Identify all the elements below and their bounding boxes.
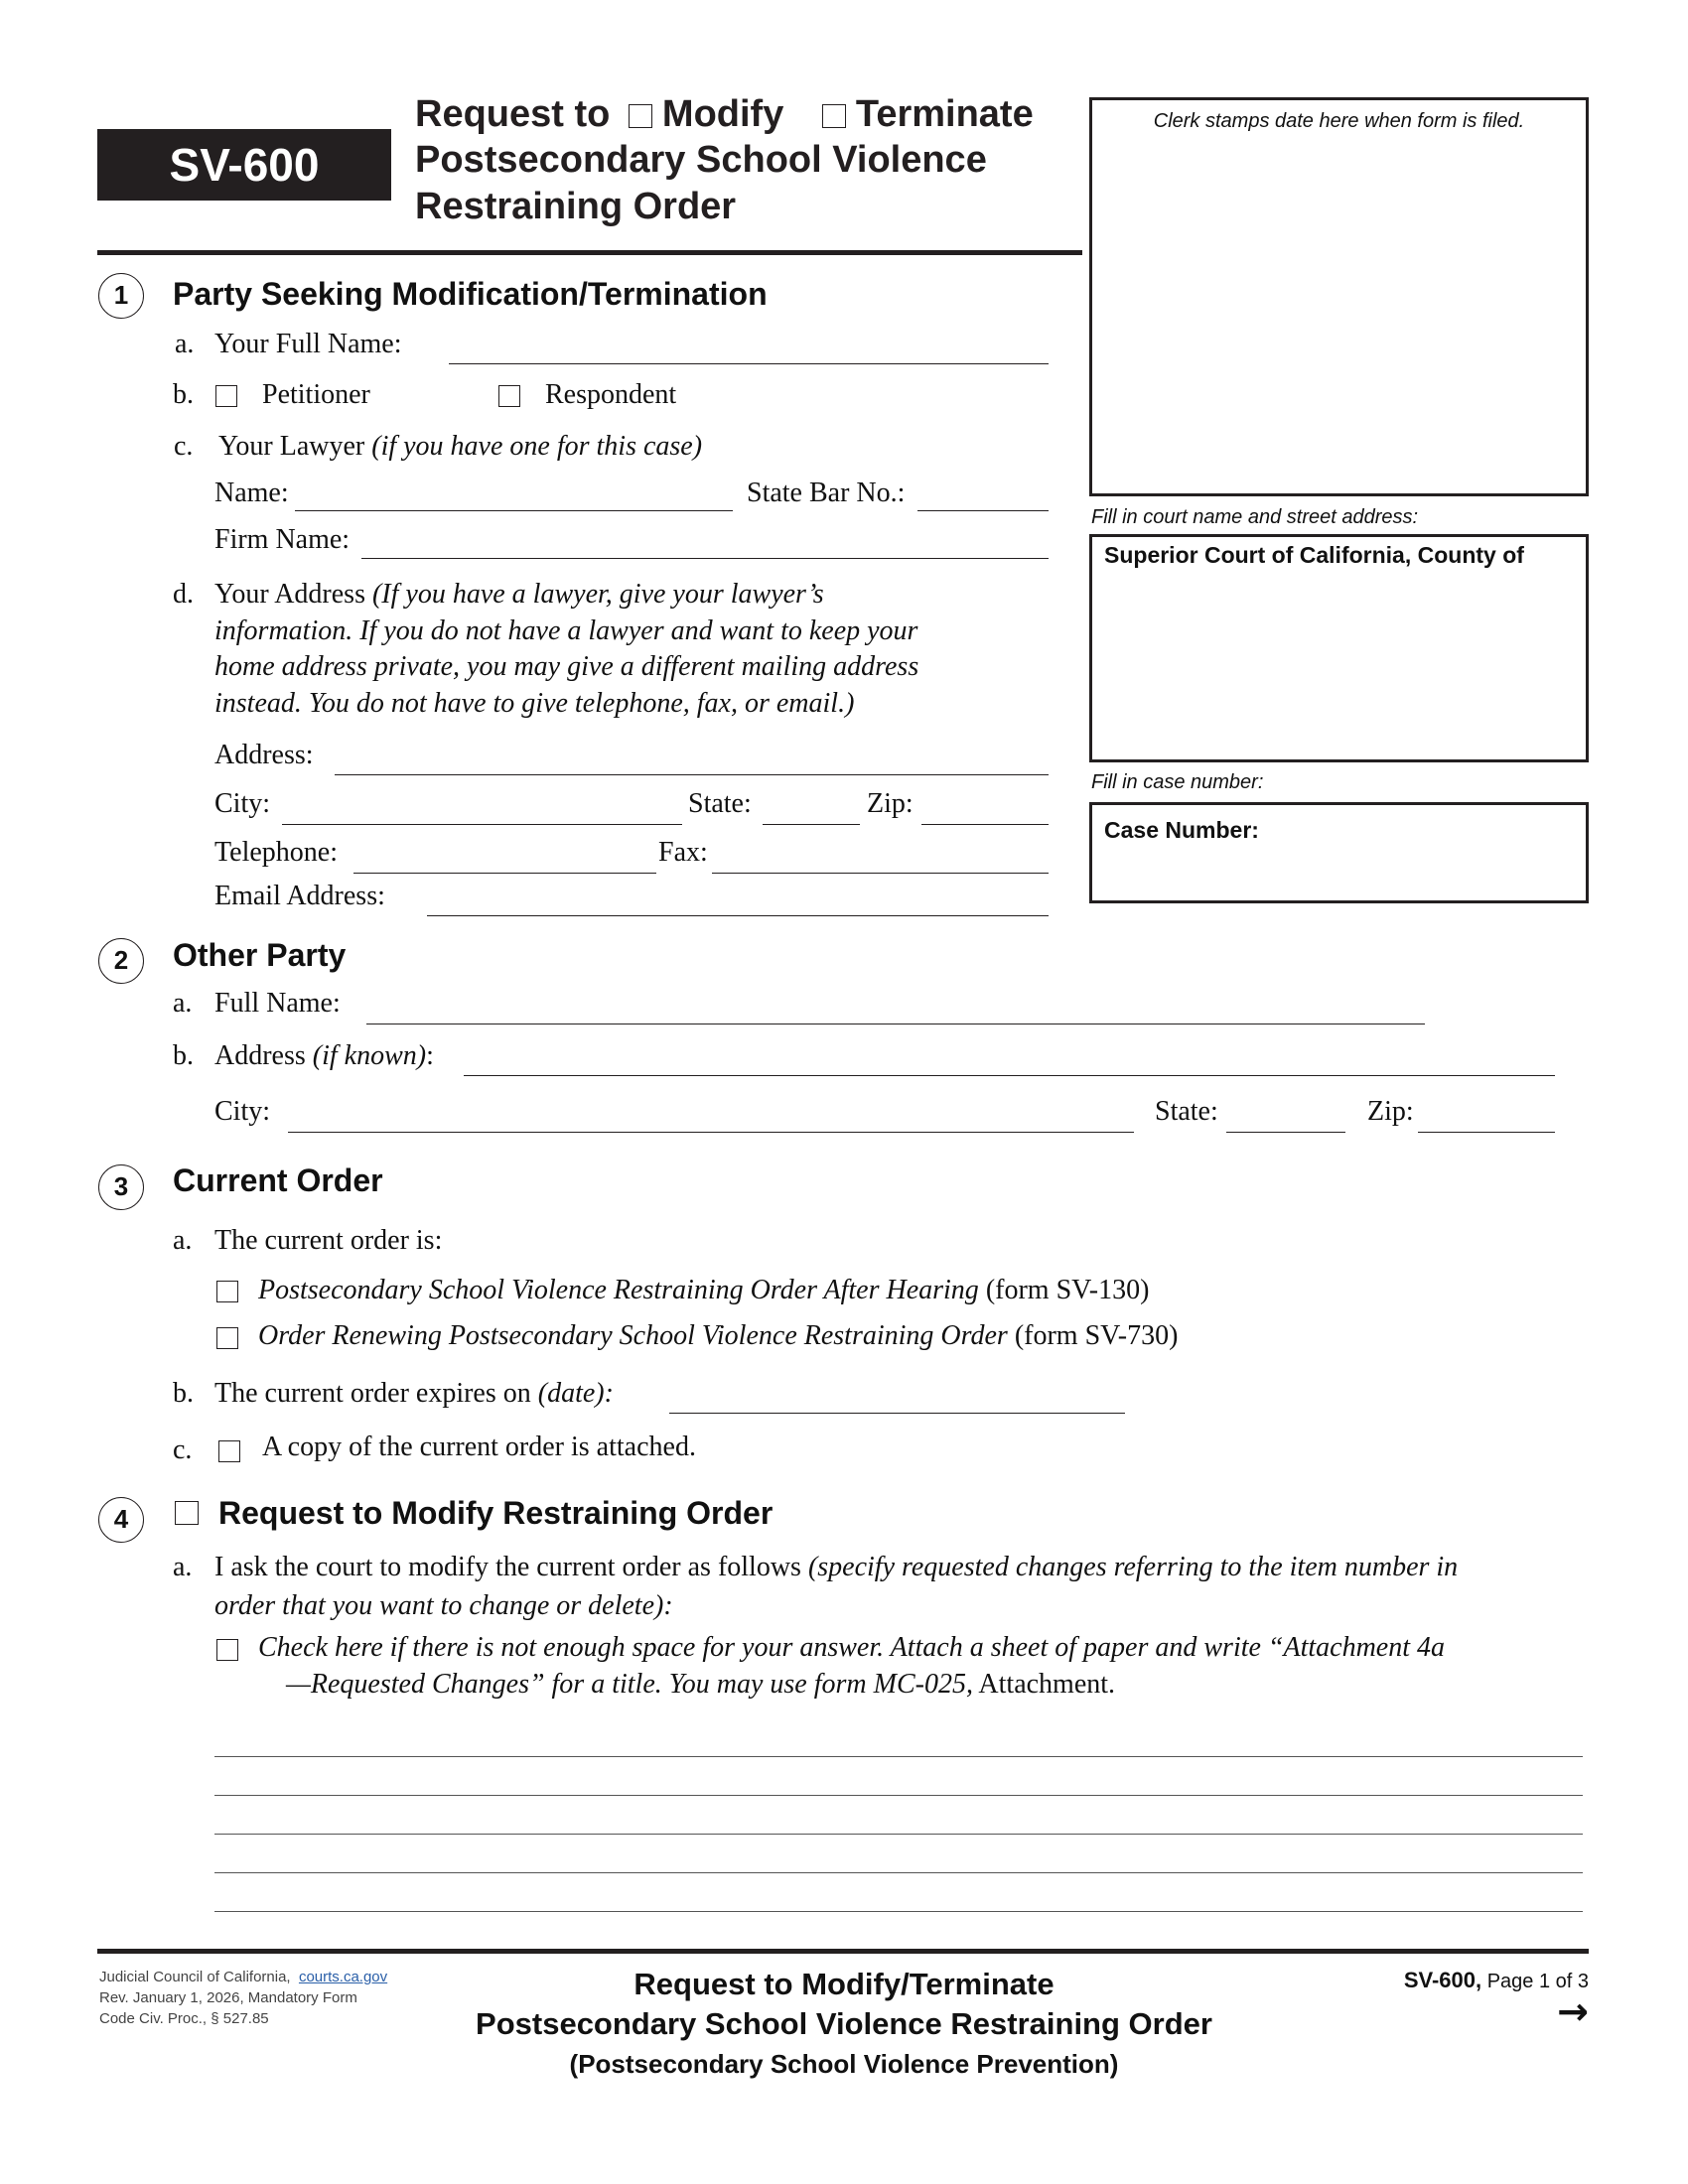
- footer-council-line: [99, 1968, 387, 1987]
- respondent-label: Respondent: [545, 379, 677, 410]
- s1-firm-line[interactable]: [361, 558, 1049, 559]
- s2-address-heading: Address (if known):: [214, 1040, 434, 1071]
- section-4-title: Request to Modify Restraining Order: [218, 1495, 774, 1531]
- court-name-box[interactable]: [1089, 534, 1589, 762]
- s1-address-heading-label: Your Address: [214, 579, 365, 610]
- footer-title-2: Postsecondary School Violence Restraining Order: [476, 2006, 1212, 2041]
- s1-address-note-1: (If you have a lawyer, give your lawyer’s: [371, 579, 824, 610]
- terminate-label: Terminate: [855, 93, 1034, 135]
- section-1-title: Party Seeking Modification/Termination: [173, 276, 768, 312]
- s2-address-label: Address: [214, 1040, 306, 1071]
- clerk-stamp-label: Clerk stamps date here when form is filed.: [1153, 110, 1525, 132]
- s4-answer-line-4[interactable]: [214, 1872, 1583, 1873]
- footer-form-id: SV-600,: [1403, 1968, 1482, 1992]
- terminate-checkbox[interactable]: [822, 104, 846, 128]
- footer-code: Code Civ. Proc., § 527.85: [99, 2010, 269, 2027]
- footer-title-1: Request to Modify/Terminate: [633, 1967, 1055, 2001]
- footer-rev: Rev. January 1, 2026, Mandatory Form: [99, 1989, 357, 2006]
- footer-courts-link[interactable]: courts.ca.gov: [298, 1969, 388, 1985]
- s3-sv730-option: [258, 1319, 1178, 1353]
- s2-city-line[interactable]: [288, 1132, 1134, 1133]
- s3-sv730-title: Order Renewing Postsecondary School Violence Restraining Order: [258, 1320, 1008, 1351]
- s1-d-letter: d.: [173, 579, 194, 610]
- s2-address-line[interactable]: [464, 1075, 1555, 1076]
- s1-email-label: Email Address:: [214, 881, 385, 911]
- s3-copy-attached-label: A copy of the current order is attached.: [262, 1432, 696, 1462]
- modify-checkbox[interactable]: [629, 104, 652, 128]
- section-4-number: 4: [98, 1497, 144, 1543]
- s1-telephone-label: Telephone:: [214, 837, 338, 868]
- next-page-arrow-icon[interactable]: →: [1557, 1989, 1589, 2033]
- footer-divider: [97, 1949, 1589, 1954]
- footer-title-3: (Postsecondary School Violence Prevention): [569, 2049, 1119, 2079]
- s3-sv730-checkbox[interactable]: [216, 1327, 238, 1349]
- s2-city-label: City:: [214, 1096, 271, 1127]
- s2-zip-line[interactable]: [1418, 1132, 1555, 1133]
- footer-page-number: Page 1 of 3: [1486, 1971, 1589, 1992]
- s1-bar-line[interactable]: [917, 510, 1049, 511]
- section-3-title: Current Order: [173, 1162, 383, 1198]
- section-2-title: Other Party: [173, 937, 347, 973]
- s4-answer-line-5[interactable]: [214, 1911, 1583, 1912]
- s1-full-name-label: Your Full Name:: [214, 329, 402, 359]
- case-number-box[interactable]: [1089, 802, 1589, 903]
- case-number-label: Case Number:: [1104, 817, 1259, 843]
- s2-full-name-label: Full Name:: [214, 988, 341, 1019]
- s4-attachment-text-2b: Attachment.: [978, 1669, 1116, 1700]
- s1-zip-line[interactable]: [921, 824, 1049, 825]
- s1-bar-label: State Bar No.:: [747, 478, 906, 508]
- s4-attachment-text-2a: —Requested Changes” for a title. You may use form MC-025,: [286, 1669, 973, 1700]
- s1-zip-label: Zip:: [867, 788, 914, 819]
- s1-lawyer-heading: [218, 430, 702, 464]
- s1-lawyer-label: Your Lawyer: [218, 431, 365, 462]
- form-id-badge: SV-600: [97, 129, 391, 201]
- s1-email-line[interactable]: [427, 915, 1049, 916]
- s1-address-line[interactable]: [335, 774, 1049, 775]
- s1-lawyer-note: (if you have one for this case): [371, 431, 703, 462]
- s4-request-label: I ask the court to modify the current order as follows: [214, 1552, 801, 1582]
- s1-fax-label: Fax:: [658, 837, 708, 868]
- s1-c-letter: c.: [174, 431, 194, 462]
- header-divider: [97, 250, 1082, 255]
- case-instruction: Fill in case number:: [1091, 771, 1264, 793]
- s3-expires-line[interactable]: [669, 1413, 1125, 1414]
- s4-attachment-checkbox[interactable]: [216, 1639, 238, 1661]
- s3-b-letter: b.: [173, 1378, 194, 1409]
- s4-a-letter: a.: [173, 1552, 193, 1582]
- s2-state-line[interactable]: [1226, 1132, 1345, 1133]
- s1-address-note-3: home address private, you may give a different mailing address: [214, 651, 919, 682]
- title-line-3: Restraining Order: [415, 186, 737, 227]
- s4-request-modify-checkbox[interactable]: [175, 1501, 199, 1525]
- s3-c-letter: c.: [173, 1434, 193, 1465]
- s1-state-line[interactable]: [763, 824, 860, 825]
- court-label: Superior Court of California, County of: [1104, 542, 1524, 568]
- s1-fax-line[interactable]: [712, 873, 1049, 874]
- court-instruction: Fill in court name and street address:: [1091, 506, 1419, 528]
- s3-expires-note: (date):: [537, 1378, 614, 1409]
- s3-sv130-form: (form SV-130): [985, 1275, 1150, 1305]
- section-3-number: 3: [98, 1164, 144, 1210]
- modify-label: Modify: [661, 93, 784, 135]
- s4-answer-line-1[interactable]: [214, 1756, 1583, 1757]
- s1-address-note-4: instead. You do not have to give telephone, fax, or email.): [214, 688, 855, 719]
- section-1-number: 1: [98, 273, 144, 319]
- title-prefix: Request to: [415, 93, 611, 135]
- s1-a-letter: a.: [175, 329, 195, 359]
- s3-expires-text: [214, 1377, 614, 1411]
- section-2-number: 2: [98, 938, 144, 984]
- s1-b-letter: b.: [173, 379, 194, 410]
- title-line-1: [415, 93, 1034, 136]
- petitioner-checkbox[interactable]: [215, 385, 237, 407]
- s4-answer-line-2[interactable]: [214, 1795, 1583, 1796]
- s1-firm-label: Firm Name:: [214, 524, 351, 555]
- s4-attachment-text-2: [286, 1668, 1115, 1702]
- s4-answer-line-3[interactable]: [214, 1834, 1583, 1835]
- s1-telephone-line[interactable]: [353, 873, 656, 874]
- s1-address-label: Address:: [214, 740, 314, 770]
- s4-request-note-1: (specify requested changes referring to the item number in: [807, 1552, 1459, 1582]
- s1-address-note-2: information. If you do not have a lawyer and want to keep your: [214, 615, 918, 646]
- s2-state-label: State:: [1155, 1096, 1218, 1127]
- s2-address-note: (if known): [312, 1040, 427, 1071]
- s1-address-heading: [214, 578, 824, 612]
- s3-sv130-option: [258, 1274, 1149, 1307]
- s4-request-text-1: [214, 1551, 1458, 1584]
- footer-council: Judicial Council of California,: [99, 1969, 291, 1985]
- s2-a-letter: a.: [173, 988, 193, 1019]
- s1-full-name-line[interactable]: [449, 363, 1049, 364]
- title-line-2: Postsecondary School Violence: [415, 139, 987, 181]
- s1-lawyer-name-label: Name:: [214, 478, 289, 508]
- s3-current-order-label: The current order is:: [214, 1225, 443, 1256]
- s3-a-letter: a.: [173, 1225, 193, 1256]
- s3-sv130-checkbox[interactable]: [216, 1281, 238, 1302]
- respondent-checkbox[interactable]: [498, 385, 520, 407]
- s4-attachment-text-1: Check here if there is not enough space for your answer. Attach a sheet of paper and write “Attachment 4a: [258, 1632, 1446, 1663]
- s2-b-letter: b.: [173, 1040, 194, 1071]
- s4-request-note-2: order that you want to change or delete):: [214, 1590, 673, 1621]
- s3-copy-attached-checkbox[interactable]: [218, 1440, 240, 1462]
- s1-lawyer-name-line[interactable]: [295, 510, 733, 511]
- s3-sv730-form: (form SV-730): [1014, 1320, 1179, 1351]
- petitioner-label: Petitioner: [262, 379, 370, 410]
- s1-city-line[interactable]: [282, 824, 682, 825]
- clerk-stamp-box: [1089, 97, 1589, 496]
- s1-state-label: State:: [688, 788, 752, 819]
- s3-expires-label: The current order expires on: [214, 1378, 531, 1409]
- s3-sv130-title: Postsecondary School Violence Restraining Order After Hearing: [258, 1275, 979, 1305]
- s1-city-label: City:: [214, 788, 271, 819]
- s2-zip-label: Zip:: [1367, 1096, 1414, 1127]
